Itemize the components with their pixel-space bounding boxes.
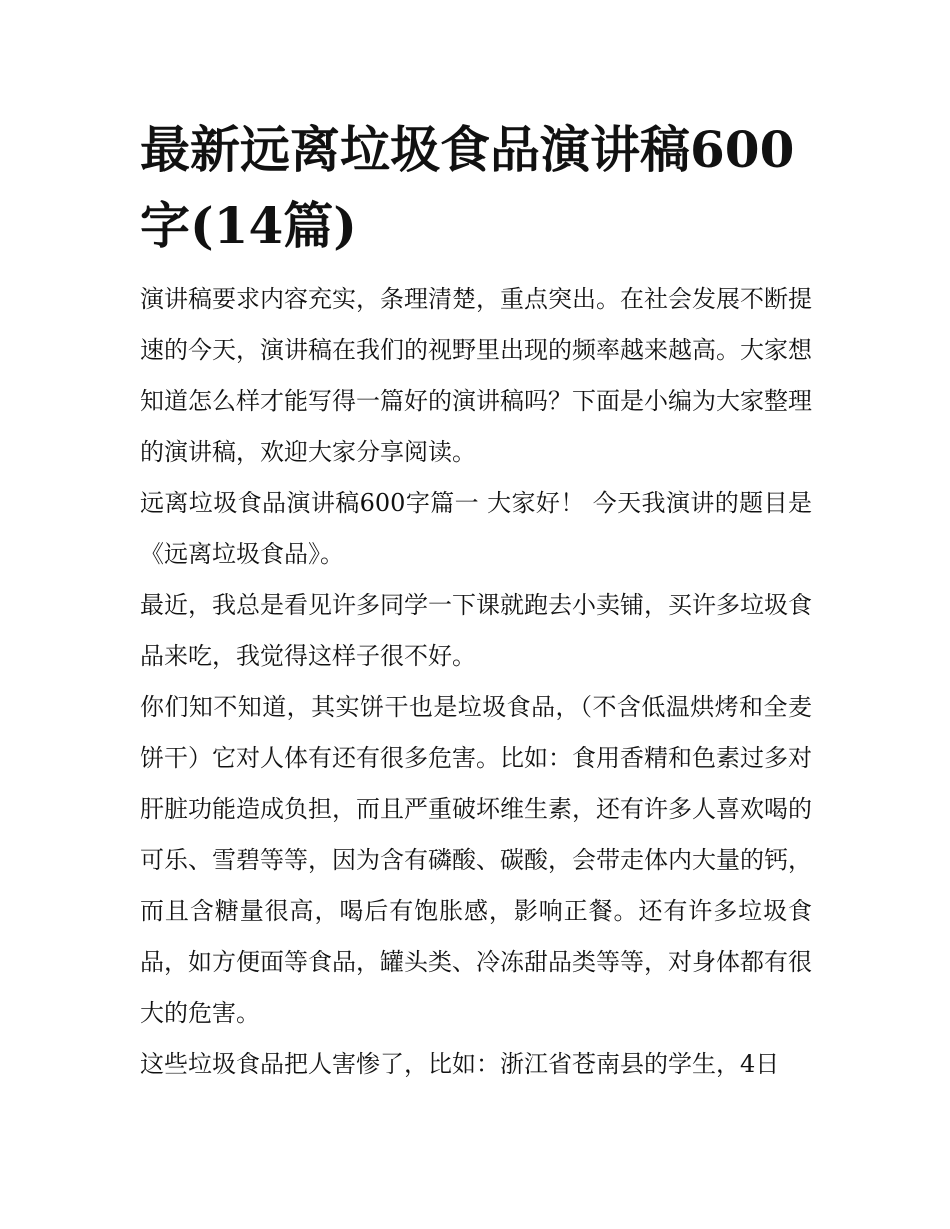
intro-paragraph: 演讲稿要求内容充实，条理清楚，重点突出。在社会发展不断提速的今天，演讲稿在我们的视野里出现的频率越来越高。大家想知道怎么样才能写得一篇好的演讲稿吗？下面是小编为大家整理的演讲稿，欢迎大家分享阅读。: [140, 285, 812, 466]
example-paragraph: 这些垃圾食品把人害惨了，比如：浙江省苍南县的学生，4日: [140, 1050, 780, 1078]
speech-opening-paragraph: 远离垃圾食品演讲稿600字篇一 大家好！ 今天我演讲的题目是《远离垃圾食品》。: [140, 489, 812, 568]
harm-paragraph: 你们知不知道，其实饼干也是垃圾食品，（不含低温烘烤和全麦饼干）它对人体有还有很多危害。比如：食用香精和色素过多对肝脏功能造成负担，而且严重破坏维生素，还有许多人喜欢喝的可乐、雪碧等等，因为含有磷酸、碳酸，会带走体内大量的钙，而且含糖量很高，喝后有饱胀感，影响正餐。还有许多垃圾食品，如方便面等食品，罐头类、冷冻甜品类等等，对身体都有很大的危害。: [140, 693, 812, 1027]
document-page: [140, 112, 812, 1090]
document-title: 最新远离垃圾食品演讲稿600字(14篇): [140, 120, 795, 255]
observation-paragraph: 最近，我总是看见许多同学一下课就跑去小卖铺，买许多垃圾食品来吃，我觉得这样子很不好。: [140, 591, 812, 670]
